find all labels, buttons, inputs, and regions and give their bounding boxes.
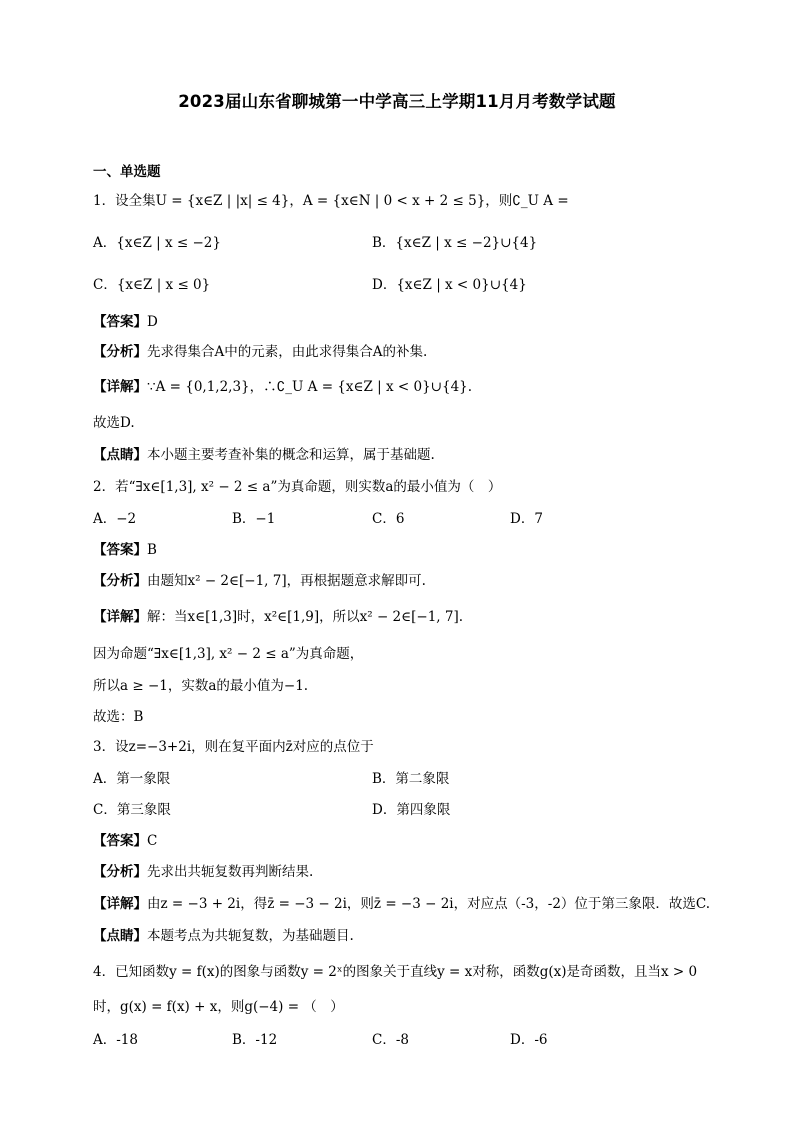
- q1-option-a: A．{x∈Z | x ≤ −2}: [93, 235, 221, 251]
- q1-option-c: C．{x∈Z | x ≤ 0}: [93, 277, 211, 293]
- q2-option-d: D．7: [510, 511, 543, 527]
- detail-text: 由z = −3 + 2i，得z̄ = −3 − 2i，则z̄ = −3 − 2i，对应点（-3，-2）位于第三象限．故选C.: [147, 896, 711, 912]
- q1-detail: [93, 378, 472, 396]
- analysis-text: 先求得集合A中的元素，由此求得集合A的补集.: [147, 344, 428, 360]
- q4-option-a: A．-18: [93, 1032, 138, 1048]
- q2-stem: 2．若“∃x∈[1,3], x² − 2 ≤ a”为真命题，则实数a的最小值为（ ）: [93, 479, 502, 495]
- q3-comment: [93, 927, 354, 945]
- answer-tag: 【答案】: [93, 542, 147, 558]
- answer-tag: 【答案】: [93, 833, 147, 849]
- comment-text: 本小题主要考查补集的概念和运算，属于基础题.: [147, 447, 435, 463]
- detail-text: 解：当x∈[1,3]时，x²∈[1,9]，所以x² − 2∈[−1, 7].: [147, 609, 464, 625]
- q4-stem-line-1: 4．已知函数y = f(x)的图象与函数y = 2ˣ的图象关于直线y = x对称，函数g(x)是奇函数，且当x > 0: [93, 964, 698, 980]
- q1-option-d: D．{x∈Z | x < 0}∪{4}: [372, 277, 527, 293]
- analysis-text: 先求出共轭复数再判断结果.: [147, 864, 314, 880]
- detail-tag: 【详解】: [93, 896, 147, 912]
- detail-tag: 【详解】: [93, 609, 147, 625]
- q3-option-c: C．第三象限: [93, 802, 171, 818]
- q2-answer: [93, 541, 157, 559]
- q2-analysis: [93, 572, 426, 590]
- detail-text: ∵A = {0,1,2,3}，∴∁_U A = {x∈Z | x < 0}∪{4}.: [147, 379, 473, 395]
- analysis-tag: 【分析】: [93, 573, 147, 589]
- section-heading: 一、单选题: [93, 164, 161, 180]
- q2-detail-line-3: 所以a ≥ −1，实数a的最小值为−1.: [93, 678, 309, 694]
- q3-analysis: [93, 863, 313, 881]
- document-title: 2023届山东省聊城第一中学高三上学期11月月考数学试题: [178, 92, 616, 111]
- q2-option-c: C．6: [372, 511, 405, 527]
- q3-option-b: B．第二象限: [372, 771, 450, 787]
- answer-value: D: [147, 314, 158, 330]
- q2-detail: [93, 608, 463, 626]
- q1-stem: 1．设全集U = {x∈Z | |x| ≤ 4}，A = {x∈N | 0 < x + 2 ≤ 5}，则∁_U A =: [93, 193, 569, 209]
- comment-tag: 【点睛】: [93, 928, 147, 944]
- q2-option-b: B．−1: [232, 511, 276, 527]
- q4-option-d: D．-6: [510, 1032, 548, 1048]
- analysis-text: 由题知x² − 2∈[−1, 7]，再根据题意求解即可.: [147, 573, 426, 589]
- q4-stem-line-2: 时，g(x) = f(x) + x，则g(−4) = （ ）: [93, 999, 344, 1015]
- q3-detail: [93, 895, 710, 913]
- q1-analysis: [93, 343, 427, 361]
- q3-answer: [93, 832, 157, 850]
- q4-option-c: C．-8: [372, 1032, 409, 1048]
- answer-value: B: [147, 542, 157, 558]
- answer-tag: 【答案】: [93, 314, 147, 330]
- q2-detail-line-2: 因为命题“∃x∈[1,3], x² − 2 ≤ a”为真命题，: [93, 646, 364, 662]
- q2-choose: 故选：B: [93, 709, 144, 725]
- q3-stem: 3．设z=−3+2i，则在复平面内z̄对应的点位于: [93, 739, 374, 755]
- detail-tag: 【详解】: [93, 379, 147, 395]
- q1-answer: [93, 313, 158, 331]
- answer-value: C: [147, 833, 158, 849]
- comment-text: 本题考点为共轭复数，为基础题目.: [147, 928, 354, 944]
- q1-option-b: B．{x∈Z | x ≤ −2}∪{4}: [372, 235, 538, 251]
- q1-comment: [93, 446, 435, 464]
- analysis-tag: 【分析】: [93, 864, 147, 880]
- q2-option-a: A．−2: [93, 511, 137, 527]
- q3-option-d: D．第四象限: [372, 802, 451, 818]
- q3-option-a: A．第一象限: [93, 771, 171, 787]
- q1-choose: 故选D.: [93, 415, 135, 431]
- comment-tag: 【点睛】: [93, 447, 147, 463]
- analysis-tag: 【分析】: [93, 344, 147, 360]
- q4-option-b: B．-12: [232, 1032, 278, 1048]
